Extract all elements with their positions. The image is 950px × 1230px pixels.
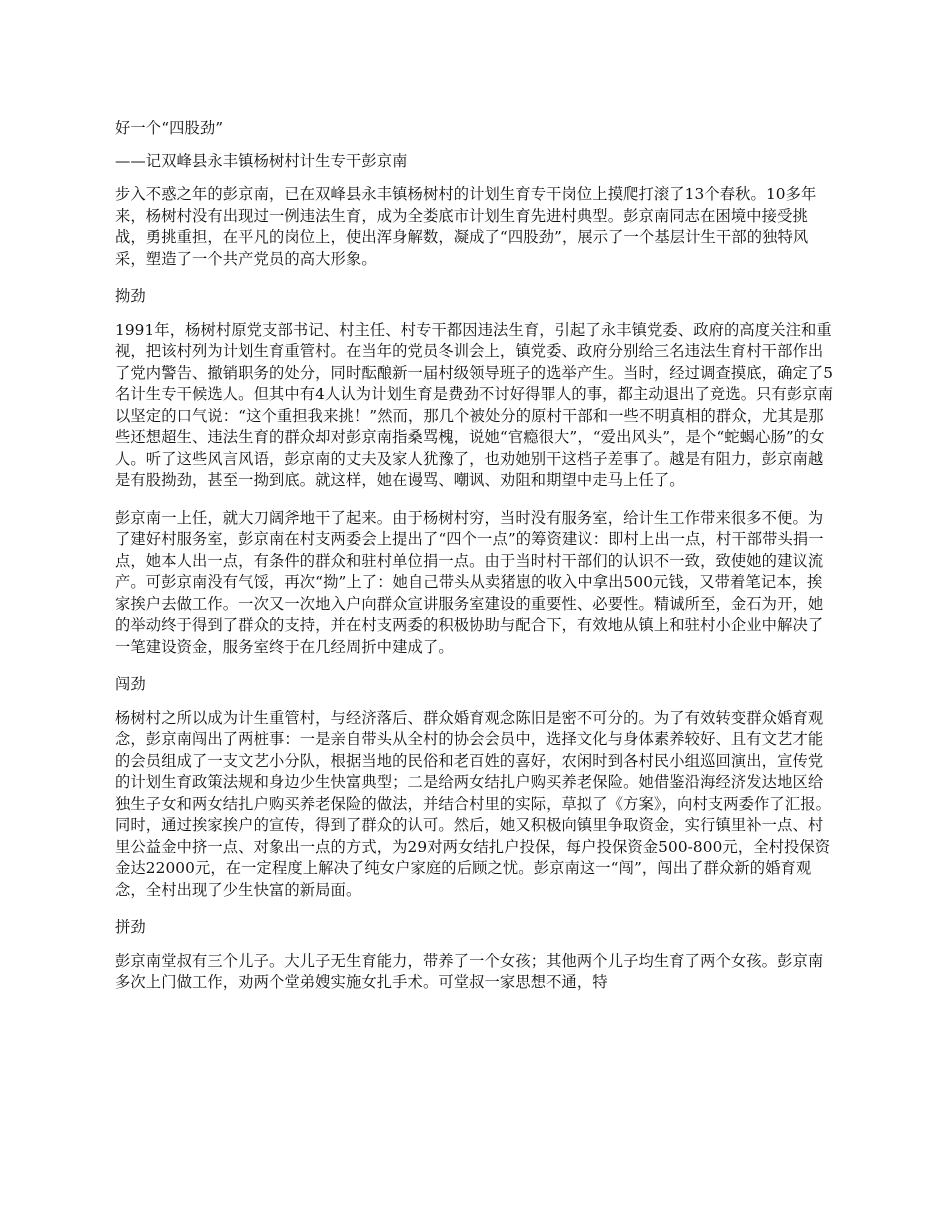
section-heading-chuangjin: 闯劲 (115, 675, 146, 693)
section-heading-aojin: 拗劲 (115, 287, 146, 305)
section-aojin-paragraph-2: 彭京南一上任，就大刀阔斧地干了起来。由于杨树村穷，当时没有服务室，给计生工作带来很多不便。为了建好村服务室，彭京南在村支两委会上提出了“四个一点”的筹资建议：即村上出一点，村干部带头捐一点，她本人出一点，有条件的群众和驻村单位捐一点。由于当时村干部们的认识不一致，致使她的建议流产。可彭京南没有气馁，再次“拗”上了：她自己带头从卖猪崽的收入中拿出500元钱，又带着笔记本，挨家挨户去做工作。一次又一次地入户向群众宣讲服务室建设的重要性、必要性。精诚所至，金石为开，她的举动终于得到了群众的支持，并在村支两委的积极协助与配合下，有效地从镇上和驻村小企业中解决了一笔建设资金，服务室终于在几经周折中建成了。 (115, 508, 824, 656)
document-subtitle: ——记双峰县永丰镇杨树村计生专干彭京南 (115, 151, 408, 170)
intro-paragraph: 步入不惑之年的彭京南，已在双峰县永丰镇杨树村的计划生育专干岗位上摸爬打滚了13个春秋。10多年来，杨树村没有出现过一例违法生育，成为全娄底市计划生育先进村典型。彭京南同志在困境中接受挑战，勇挑重担，在平凡的岗位上，使出浑身解数，凝成了“四股劲”，展示了一个基层计生干部的独特风采，塑造了一个共产党员的高大形象。 (115, 185, 817, 268)
document-title: 好一个“四股劲” (115, 119, 224, 137)
section-chuangjin-paragraph-1: 杨树村之所以成为计生重管村，与经济落后、群众婚育观念陈旧是密不可分的。为了有效转变群众婚育观念，彭京南闯出了两桩事：一是亲自带头从全村的协会会员中，选择文化与身体素养较好、且有文艺才能的会员组成了一支文艺小分队，根据当地的民俗和老百姓的喜好，农闲时到各村民小组巡回演出，宣传党的计划生育政策法规和身边少生快富典型；二是给两女结扎户购买养老保险。她借鉴沿海经济发达地区给独生子女和两女结扎户购买养老保险的做法，并结合村里的实际，草拟了《方案》，向村支两委作了汇报。同时，通过挨家挨户的宣传，得到了群众的认可。然后，她又积极向镇里争取资金，实行镇里补一点、村里公益金中挤一点、对象出一点的方式，为29对两女结扎户投保，每户投保资金500-800元，全村投保资金达22000元，在一定程度上解决了纯女户家庭的后顾之忧。彭京南这一“闯”，闯出了群众新的婚育观念，全村出现了少生快富的新局面。 (115, 708, 832, 899)
section-aojin-paragraph-1: 1991年，杨树村原党支部书记、村主任、村专干都因违法生育，引起了永丰镇党委、政府的高度关注和重视，把该村列为计划生育重管村。在当年的党员冬训会上，镇党委、政府分别给三名违法生育村干部作出了党内警告、撤销职务的处分，同时酝酿新一届村级领导班子的选举产生。当时，经过调查摸底，确定了5名计生专干候选人。但其中有4人认为计划生育是费劲不讨好得罪人的事，都主动退出了竞选。只有彭京南以坚定的口气说：“这个重担我来挑！”然而，那几个被处分的原村干部和一些不明真相的群众，尤其是那些还想超生、违法生育的群众却对彭京南指桑骂槐，说她“官瘾很大”，“爱出风头”，是个“蛇蝎心肠”的女人。听了这些风言风语，彭京南的丈夫及家人犹豫了，也劝她别干这档子差事了。越是有阻力，彭京南越是有股拗劲，甚至一拗到底。就这样，她在谩骂、嘲讽、劝阻和期望中走马上任了。 (115, 320, 834, 489)
section-pinjin-paragraph-1: 彭京南堂叔有三个儿子。大儿子无生育能力，带养了一个女孩；其他两个儿子均生育了两个女孩。彭京南多次上门做工作，劝两个堂弟嫂实施女扎手术。可堂叔一家思想不通，特 (115, 951, 824, 991)
document-body (115, 118, 837, 1010)
section-heading-pinjin: 拼劲 (115, 918, 146, 936)
